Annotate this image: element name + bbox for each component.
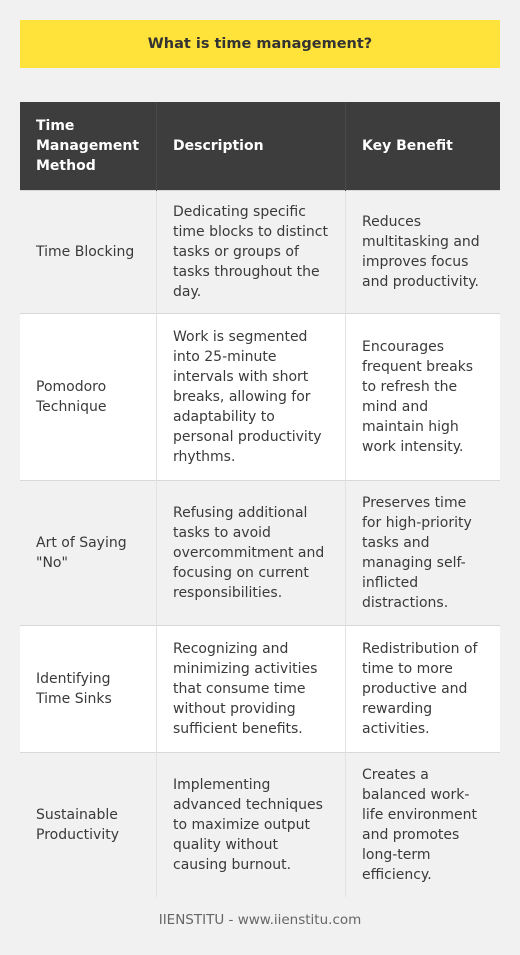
column-header-description: Description <box>157 102 346 191</box>
table-row <box>20 626 500 753</box>
description-cell: Recognizing and minimizing activities that consume time without providing sufficient benefits. <box>157 626 346 753</box>
benefit-cell: Encourages frequent breaks to refresh the mind and maintain high work intensity. <box>346 314 501 481</box>
footer-credit: IIENSTITU - www.iienstitu.com <box>158 912 362 928</box>
table-row <box>20 314 500 481</box>
benefit-cell: Redistribution of time to more productive and rewarding activities. <box>346 626 501 753</box>
benefit-cell: Preserves time for high-priority tasks and managing self-inflicted distractions. <box>346 481 501 626</box>
time-management-table <box>20 102 500 897</box>
description-cell: Dedicating specific time blocks to distinct tasks or groups of tasks throughout the day. <box>157 191 346 314</box>
description-cell: Implementing advanced techniques to maximize output quality without causing burnout. <box>157 753 346 898</box>
column-header-benefit: Key Benefit <box>346 102 501 191</box>
description-cell: Refusing additional tasks to avoid overcommitment and focusing on current responsibilities. <box>157 481 346 626</box>
table-row <box>20 191 500 314</box>
description-cell: Work is segmented into 25-minute intervals with short breaks, allowing for adaptability to personal productivity rhythms. <box>157 314 346 481</box>
benefit-cell: Reduces multitasking and improves focus and productivity. <box>346 191 501 314</box>
benefit-cell: Creates a balanced work-life environment and promotes long-term efficiency. <box>346 753 501 898</box>
page-title: What is time management? <box>147 36 373 52</box>
method-cell: Identifying Time Sinks <box>20 626 157 753</box>
column-header-method: Time Management Method <box>20 102 157 191</box>
table-row <box>20 481 500 626</box>
method-cell: Art of Saying "No" <box>20 481 157 626</box>
table-row <box>20 753 500 898</box>
page-title-banner <box>20 20 500 68</box>
method-cell: Pomodoro Technique <box>20 314 157 481</box>
table-header-row <box>20 102 500 191</box>
method-cell: Sustainable Productivity <box>20 753 157 898</box>
method-cell: Time Blocking <box>20 191 157 314</box>
